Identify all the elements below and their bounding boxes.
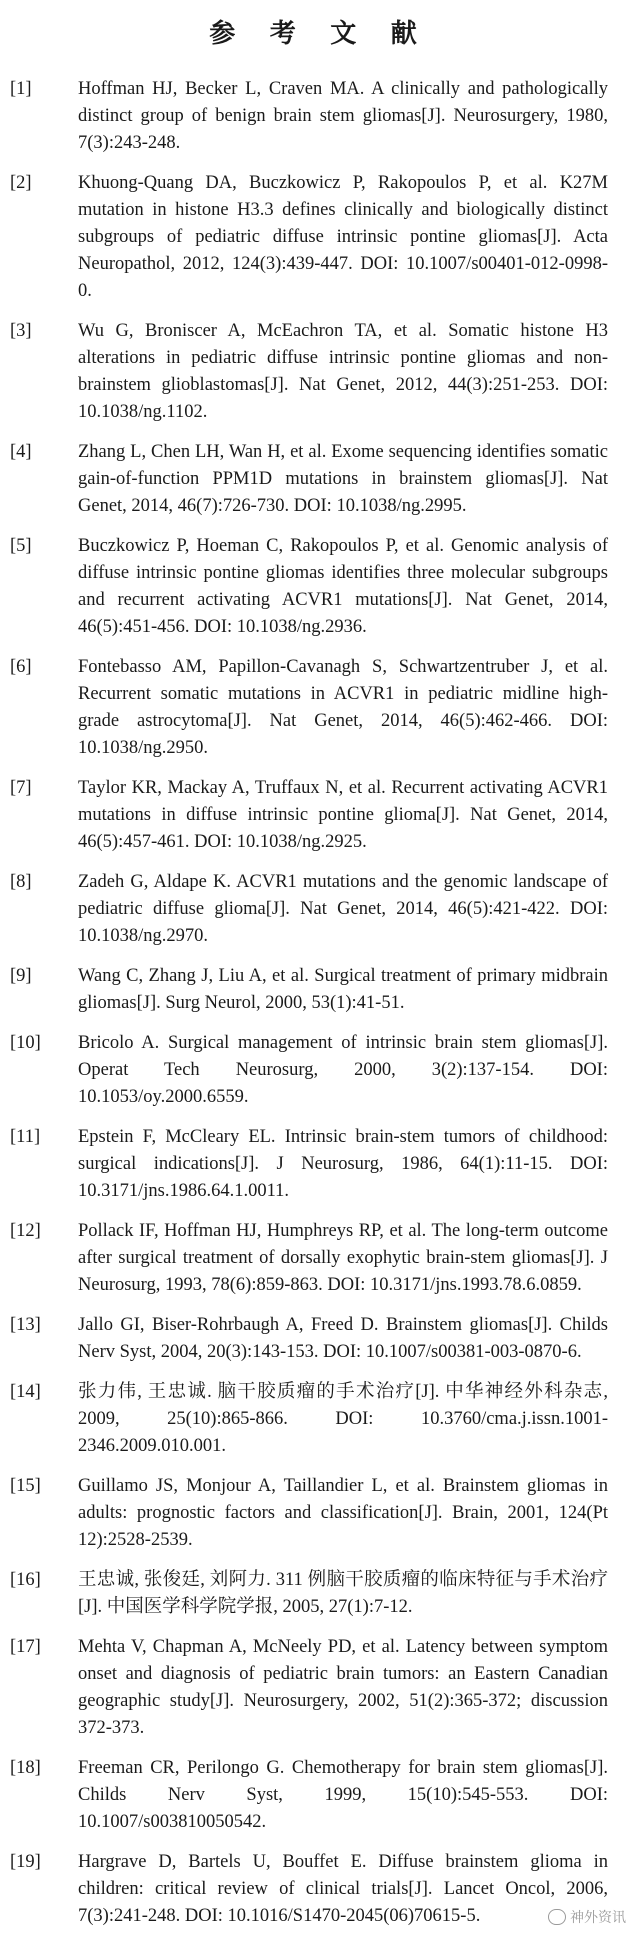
reference-item <box>0 1849 640 1930</box>
reference-item <box>0 170 640 305</box>
reference-text: Taylor KR, Mackay A, Truffaux N, et al. Recurrent activating ACVR1 mutations in diffuse intrinsic pontine glioma[J]. Nat Genet, 2014, 46(5):457-461. DOI: 10.1038/ng.2925. <box>78 778 608 852</box>
reference-text: Wang C, Zhang J, Liu A, et al. Surgical treatment of primary midbrain gliomas[J]. Surg Neurol, 2000, 53(1):41-51. <box>78 966 608 1013</box>
reference-text: Epstein F, McCleary EL. Intrinsic brain-stem tumors of childhood: surgical indications[J]. J Neurosurg, 1986, 64(1):11-15. DOI: 10.3171/jns.1986.64.1.0011. <box>78 1127 608 1201</box>
reference-number: [6] <box>10 657 32 677</box>
reference-number: [1] <box>10 79 32 99</box>
reference-number: [8] <box>10 872 32 892</box>
reference-text: Freeman CR, Perilongo G. Chemotherapy for brain stem gliomas[J]. Childs Nerv Syst, 1999, 15(10):545-553. DOI: 10.1007/s003810050542. <box>78 1758 608 1832</box>
watermark <box>548 1907 626 1927</box>
reference-item <box>0 1218 640 1299</box>
reference-number: [7] <box>10 778 32 798</box>
reference-number: [3] <box>10 321 32 341</box>
reference-text: Fontebasso AM, Papillon-Cavanagh S, Schwartzentruber J, et al. Recurrent somatic mutations in ACVR1 in pediatric midline high-grade astrocytoma[J]. Nat Genet, 2014, 46(5):462-466. DOI: 10.1038/ng.2950. <box>78 657 608 758</box>
reference-text: 张力伟, 王忠诚. 脑干胶质瘤的手术治疗[J]. 中华神经外科杂志, 2009, 25(10):865-866. DOI: 10.3760/cma.j.issn.1001-2346.2009.010.001. <box>78 1382 608 1456</box>
reference-list <box>0 76 640 1930</box>
reference-text: Jallo GI, Biser-Rohrbaugh A, Freed D. Brainstem gliomas[J]. Childs Nerv Syst, 2004, 20(3):143-153. DOI: 10.1007/s00381-003-0870-6. <box>78 1315 608 1362</box>
reference-item <box>0 775 640 856</box>
reference-item <box>0 654 640 762</box>
reference-number: [17] <box>10 1637 41 1657</box>
reference-text: Zadeh G, Aldape K. ACVR1 mutations and the genomic landscape of pediatric diffuse glioma[J]. Nat Genet, 2014, 46(5):421-422. DOI: 10.1038/ng.2970. <box>78 872 608 946</box>
reference-text: Zhang L, Chen LH, Wan H, et al. Exome sequencing identifies somatic gain-of-function PPM1D mutations in brainstem gliomas[J]. Nat Genet, 2014, 46(7):726-730. DOI: 10.1038/ng.2995. <box>78 442 608 516</box>
reference-item <box>0 533 640 641</box>
reference-number: [9] <box>10 966 32 986</box>
reference-item <box>0 1634 640 1742</box>
reference-text: Khuong-Quang DA, Buczkowicz P, Rakopoulos P, et al. K27M mutation in histone H3.3 defines clinically and biologically distinct subgroups of pediatric diffuse intrinsic pontine gliomas[J]. Acta Neuropathol, 2012, 124(3):439-447. DOI: 10.1007/s00401-012-0998-0. <box>78 173 608 301</box>
reference-number: [11] <box>10 1127 41 1147</box>
reference-number: [15] <box>10 1476 41 1496</box>
reference-item <box>0 1124 640 1205</box>
reference-item <box>0 1755 640 1836</box>
reference-number: [18] <box>10 1758 41 1778</box>
reference-item <box>0 1379 640 1460</box>
reference-item <box>0 1030 640 1111</box>
reference-item <box>0 1567 640 1621</box>
reference-number: [16] <box>10 1570 41 1590</box>
reference-item <box>0 439 640 520</box>
reference-number: [2] <box>10 173 32 193</box>
reference-item <box>0 1312 640 1366</box>
reference-text: Hargrave D, Bartels U, Bouffet E. Diffuse brainstem glioma in children: critical review of clinical trials[J]. Lancet Oncol, 2006, 7(3):241-248. DOI: 10.1016/S1470-2045(06)70615-5. <box>78 1852 608 1926</box>
reference-item <box>0 1473 640 1554</box>
chat-bubble-icon <box>548 1909 566 1925</box>
reference-number: [12] <box>10 1221 41 1241</box>
reference-item <box>0 869 640 950</box>
reference-number: [14] <box>10 1382 41 1402</box>
reference-item <box>0 76 640 157</box>
reference-number: [4] <box>10 442 32 462</box>
reference-text: Buczkowicz P, Hoeman C, Rakopoulos P, et al. Genomic analysis of diffuse intrinsic pontine gliomas identifies three molecular subgroups and recurrent activating ACVR1 mutations[J]. Nat Genet, 2014, 46(5):451-456. DOI: 10.1038/ng.2936. <box>78 536 608 637</box>
reference-number: [5] <box>10 536 32 556</box>
reference-text: Hoffman HJ, Becker L, Craven MA. A clinically and pathologically distinct group of benign brain stem gliomas[J]. Neurosurgery, 1980, 7(3):243-248. <box>78 79 608 153</box>
reference-item <box>0 318 640 426</box>
reference-text: 王忠诚, 张俊廷, 刘阿力. 311 例脑干胶质瘤的临床特征与手术治疗[J]. 中国医学科学院学报, 2005, 27(1):7-12. <box>78 1570 608 1617</box>
reference-number: [13] <box>10 1315 41 1335</box>
reference-text: Guillamo JS, Monjour A, Taillandier L, et al. Brainstem gliomas in adults: prognostic factors and classification[J]. Brain, 2001, 124(Pt 12):2528-2539. <box>78 1476 608 1550</box>
reference-number: [10] <box>10 1033 41 1053</box>
reference-text: Pollack IF, Hoffman HJ, Humphreys RP, et al. The long-term outcome after surgical treatment of dorsally exophytic brain-stem gliomas[J]. J Neurosurg, 1993, 78(6):859-863. DOI: 10.3171/jns.1993.78.6.0859. <box>78 1221 608 1295</box>
reference-number: [19] <box>10 1852 41 1872</box>
page-title: 参 考 文 献 <box>209 19 431 48</box>
reference-text: Wu G, Broniscer A, McEachron TA, et al. Somatic histone H3 alterations in pediatric diffuse intrinsic pontine gliomas and non-brainstem glioblastomas[J]. Nat Genet, 2012, 44(3):251-253. DOI: 10.1038/ng.1102. <box>78 321 608 422</box>
reference-item <box>0 963 640 1017</box>
watermark-text: 神外资讯 <box>570 1910 626 1926</box>
reference-text: Mehta V, Chapman A, McNeely PD, et al. Latency between symptom onset and diagnosis of pediatric brain tumors: an Eastern Canadian geographic study[J]. Neurosurgery, 2002, 51(2):365-372; discussion 372-373. <box>78 1637 608 1738</box>
reference-text: Bricolo A. Surgical management of intrinsic brain stem gliomas[J]. Operat Tech Neurosurg, 2000, 3(2):137-154. DOI: 10.1053/oy.2000.6559. <box>78 1033 608 1107</box>
